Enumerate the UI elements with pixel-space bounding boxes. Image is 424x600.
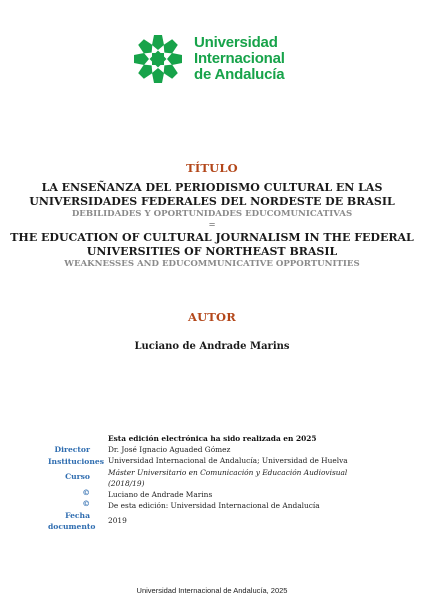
subtitle-english: WEAKNESSES AND EDUCOMMUNICATIVE OPPORTUNITIES bbox=[64, 259, 360, 269]
label-instituciones: Instituciones bbox=[48, 456, 104, 466]
label-director: Director bbox=[54, 445, 90, 454]
label-copyright-2: © bbox=[82, 499, 90, 508]
metadata-labels bbox=[48, 444, 104, 533]
edition-note: Esta edición electrónica ha sido realizada en 2025 bbox=[108, 434, 317, 443]
titulo-label: TÍTULO bbox=[186, 161, 238, 175]
label-copyright-1: © bbox=[82, 487, 90, 497]
equals-separator: = bbox=[208, 220, 216, 230]
title-english bbox=[0, 231, 424, 259]
title-spanish-line-2: UNIVERSIDADES FEDERALES DEL NORDESTE DE BRASIL bbox=[29, 195, 395, 208]
university-logo bbox=[132, 33, 294, 85]
title-spanish-line-1: LA ENSEÑANZA DEL PERIODISMO CULTURAL EN LAS bbox=[41, 181, 383, 194]
value-curso-year: (2018/19) bbox=[108, 478, 145, 488]
label-curso: Curso bbox=[65, 472, 90, 481]
logo-star-icon bbox=[132, 33, 184, 85]
logo-line-2: Internacional bbox=[194, 50, 285, 67]
title-spanish bbox=[0, 181, 424, 209]
value-copyright-1: Luciano de Andrade Marins bbox=[108, 490, 213, 500]
autor-label: AUTOR bbox=[187, 310, 237, 324]
label-fecha: Fecha bbox=[65, 510, 90, 520]
author-name: Luciano de Andrade Marins bbox=[134, 341, 290, 352]
value-curso: Máster Universitario en Comunicación y Educación Audiovisual bbox=[108, 467, 348, 477]
value-copyright-2: De esta edición: Universidad Internacional de Andalucía bbox=[108, 501, 320, 511]
metadata-values bbox=[108, 433, 408, 527]
value-fecha: 2019 bbox=[108, 516, 127, 526]
logo-line-1: Universidad bbox=[194, 34, 278, 51]
page-footer: Universidad Internacional de Andalucía, 2025 bbox=[136, 586, 288, 595]
subtitle-spanish: DEBILIDADES Y OPORTUNIDADES EDUCOMUNICATIVAS bbox=[71, 209, 353, 219]
title-english-line-2: UNIVERSITIES OF NORTHEAST BRASIL bbox=[86, 245, 338, 258]
value-director: Dr. José Ignacio Aguaded Gómez bbox=[108, 445, 231, 455]
value-instituciones: Universidad Internacional de Andalucía; Universidad de Huelva bbox=[108, 456, 348, 466]
logo-wordmark bbox=[194, 35, 314, 83]
title-english-line-1: THE EDUCATION OF CULTURAL JOURNALISM IN THE FEDERAL bbox=[10, 231, 414, 244]
logo-line-3: de Andalucía bbox=[194, 66, 285, 83]
label-documento: documento bbox=[48, 522, 96, 531]
